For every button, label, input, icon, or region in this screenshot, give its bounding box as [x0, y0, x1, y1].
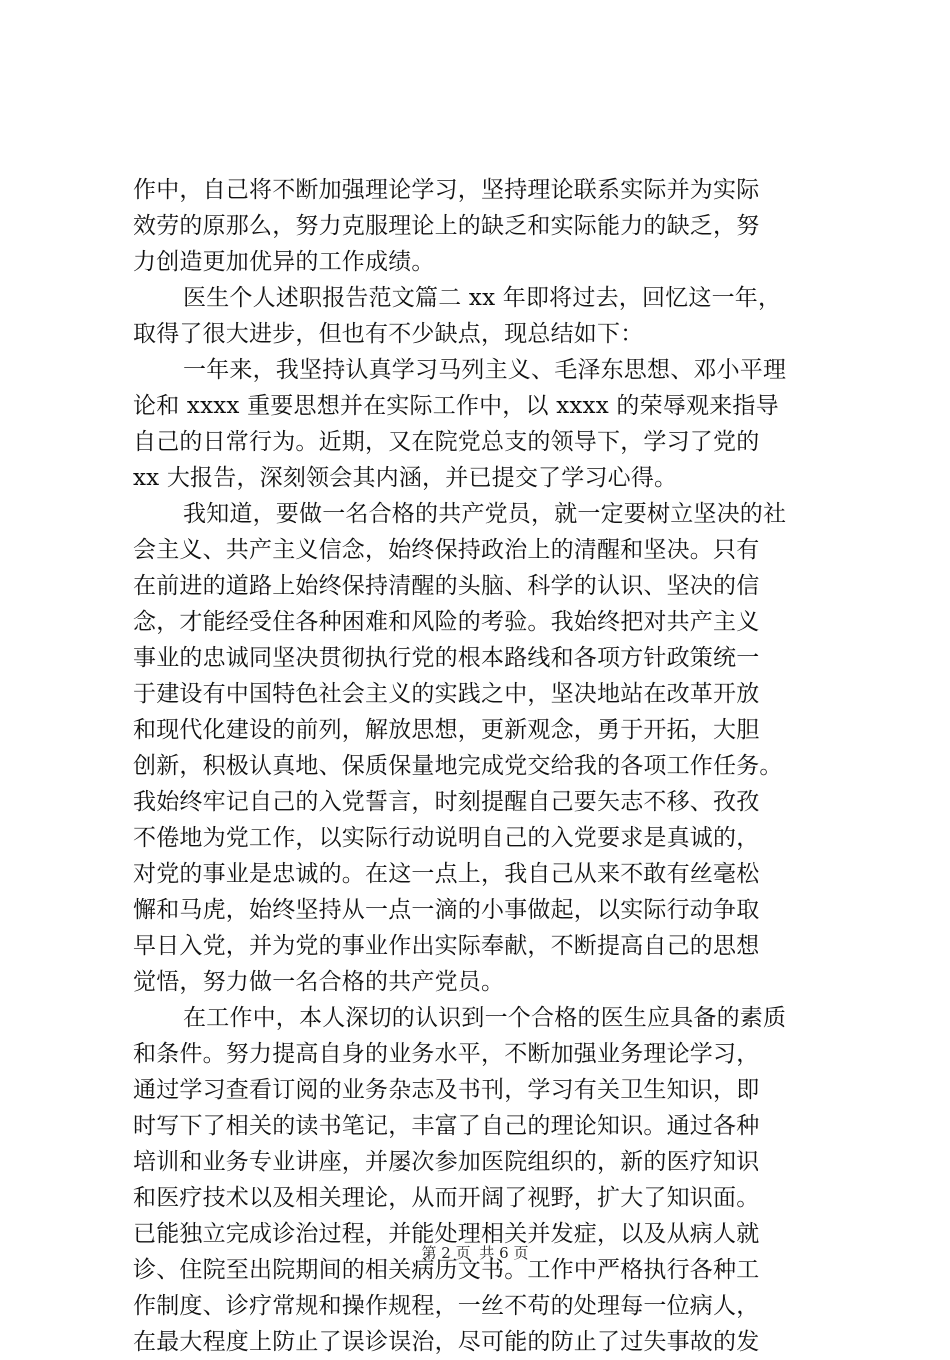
text-line: 不倦地为党工作，以实际行动说明自己的入党要求是真诚的， — [133, 825, 760, 851]
text-line: 论和 xxxx 重要思想并在实际工作中，以 xxxx 的荣辱观来指导 — [133, 393, 779, 419]
page-footer — [0, 1243, 950, 1263]
text-line: 于建设有中国特色社会主义的实践之中，坚决地站在改革开放 — [133, 681, 760, 707]
page-total: 共 6 页 — [479, 1244, 529, 1262]
text-line: 自己的日常行为。近期，又在院党总支的领导下，学习了党的 — [133, 429, 760, 455]
text-line: 时写下了相关的读书笔记，丰富了自己的理论知识。通过各种 — [133, 1113, 760, 1139]
text-line: 事业的忠诚同坚决贯彻执行党的根本路线和各项方针政策统一 — [133, 645, 760, 671]
text-line: 一年来，我坚持认真学习马列主义、毛泽东思想、邓小平理 — [183, 357, 787, 383]
text-line: xx 大报告，深刻领会其内涵，并已提交了学习心得。 — [133, 465, 678, 491]
text-line: 培训和业务专业讲座，并屡次参加医院组织的，新的医疗知识 — [133, 1149, 760, 1175]
text-line: 对党的事业是忠诚的。在这一点上，我自己从来不敢有丝毫松 — [133, 861, 760, 887]
text-line: 效劳的原那么，努力克服理论上的缺乏和实际能力的缺乏，努 — [133, 213, 760, 239]
text-line: 医生个人述职报告范文篇二 xx 年即将过去，回忆这一年， — [183, 285, 782, 311]
text-line: 和现代化建设的前列，解放思想，更新观念，勇于开拓，大胆 — [133, 717, 760, 743]
text-line: 在工作中，本人深切的认识到一个合格的医生应具备的素质 — [183, 1005, 787, 1031]
text-line: 觉悟，努力做一名合格的共产党员。 — [133, 969, 505, 995]
text-line: 作制度、诊疗常规和操作规程，一丝不苟的处理每一位病人， — [133, 1293, 760, 1319]
text-line: 会主义、共产主义信念，始终保持政治上的清醒和坚决。只有 — [133, 537, 760, 563]
text-line: 早日入党，并为党的事业作出实际奉献，不断提高自己的思想 — [133, 933, 760, 959]
page-number: 第 2 页 — [421, 1244, 471, 1262]
text-line: 我知道，要做一名合格的共产党员，就一定要树立坚决的社 — [183, 501, 787, 527]
text-line: 在前进的道路上始终保持清醒的头脑、科学的认识、坚决的信 — [133, 573, 760, 599]
text-line: 念，才能经受住各种困难和风险的考验。我始终把对共产主义 — [133, 609, 760, 635]
text-line: 在最大程度上防止了误诊误治，尽可能的防止了过失事故的发 — [133, 1329, 760, 1355]
document-body — [133, 172, 833, 1360]
text-line: 取得了很大进步，但也有不少缺点，现总结如下： — [133, 321, 644, 347]
text-line: 已能独立完成诊治过程，并能处理相关并发症，以及从病人就 — [133, 1221, 760, 1247]
text-line: 通过学习查看订阅的业务杂志及书刊，学习有关卫生知识，即 — [133, 1077, 760, 1103]
text-line: 和条件。努力提高自身的业务水平，不断加强业务理论学习， — [133, 1041, 760, 1067]
text-line: 懈和马虎，始终坚持从一点一滴的小事做起，以实际行动争取 — [133, 897, 760, 923]
text-line: 创新，积极认真地、保质保量地完成党交给我的各项工作任务。 — [133, 753, 783, 779]
text-line: 力创造更加优异的工作成绩。 — [133, 249, 435, 275]
text-line: 我始终牢记自己的入党誓言，时刻提醒自己要矢志不移、孜孜 — [133, 789, 760, 815]
text-line: 作中，自己将不断加强理论学习，坚持理论联系实际并为实际 — [133, 177, 760, 203]
text-line: 和医疗技术以及相关理论，从而开阔了视野，扩大了知识面。 — [133, 1185, 760, 1211]
text-line: 诊、住院至出院期间的相关病历文书。工作中严格执行各种工 — [133, 1257, 760, 1283]
